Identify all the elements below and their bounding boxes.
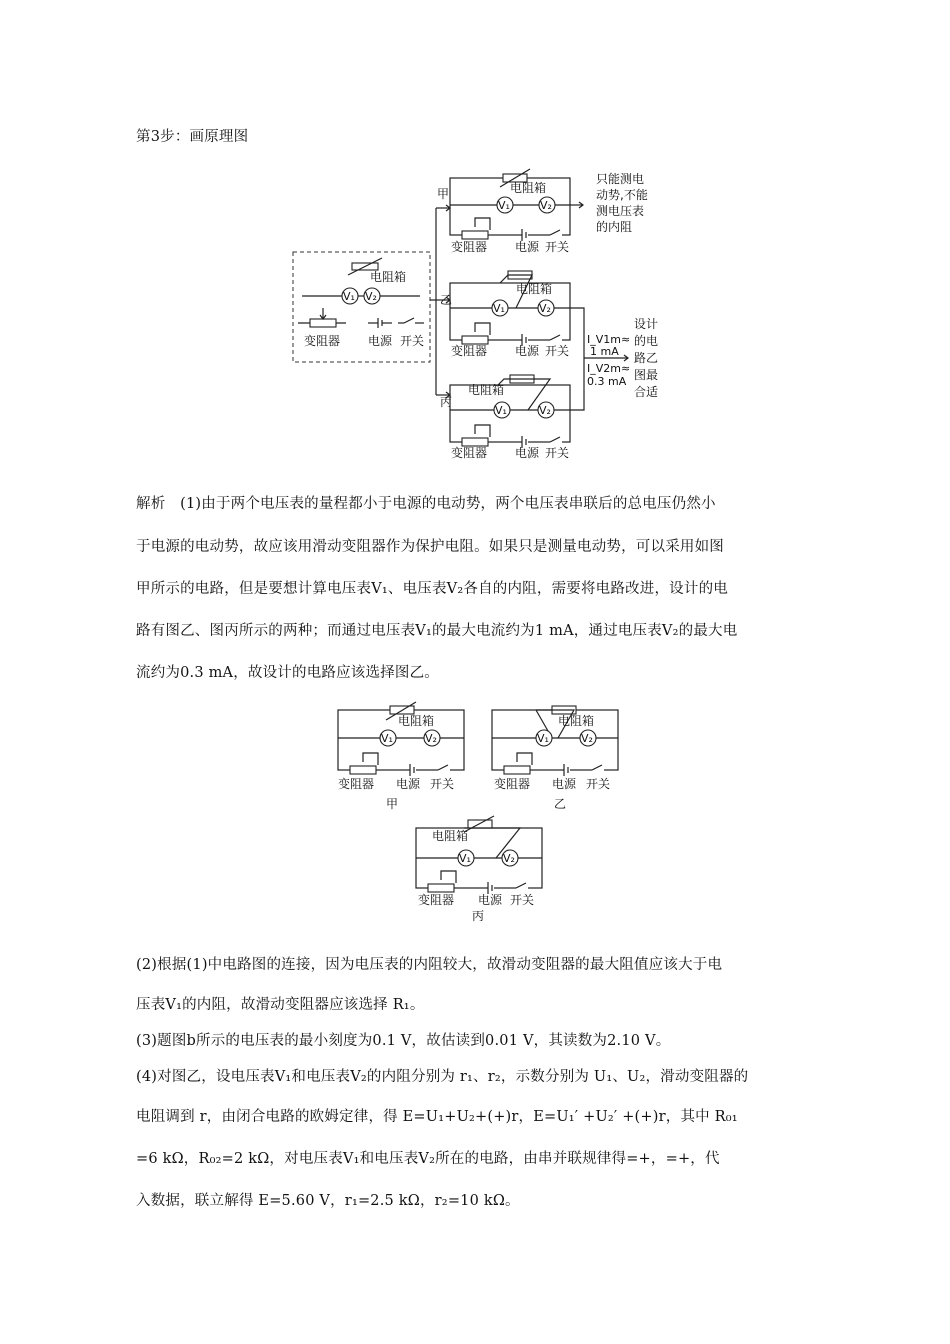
yi-rheostat-label: 变阻器 [451,344,488,358]
fig2-yi-v2-label: V₂ [581,732,593,745]
left-rheostat [310,319,336,327]
left-rheostat-label: 变阻器 [304,334,341,348]
fig2-jia-switch-label: 开关 [430,777,455,791]
fig2-caption-bing: 丙 [472,909,485,923]
jia-rheostat-label: 变阻器 [451,240,488,254]
fig2-bing-v1-label: V₁ [459,852,471,865]
branch-yi-label: 乙 [440,293,453,307]
fig2-jia-rheostat-label: 变阻器 [338,777,375,791]
fig2-jia-v1-label: V₁ [381,732,393,745]
jia-switch-label: 开关 [545,240,570,254]
part2-line-2: 压表V₁的内阻，故滑动变阻器应该选择 R₁。 [136,997,425,1013]
note-jia-line2: 动势,不能 [596,188,648,202]
yi-rbox-label: 电阻箱 [516,282,553,296]
fig2-circuit-bing [416,816,542,923]
note-jia-line3: 测电压表 [596,204,645,218]
analysis-line-5: 流约为0.3 mA，故设计的电路应该选择图乙。 [136,665,439,681]
fig2-yi-v1-label: V₁ [537,732,549,745]
fig2-bing-switch-label: 开关 [510,893,535,907]
bing-v1-label: V₁ [495,404,507,417]
jia-v1-label: V₁ [498,199,510,212]
bing-rheostat-label: 变阻器 [451,446,488,460]
fig2-caption-yi: 乙 [554,797,567,811]
fig2-jia-v2-label: V₂ [425,732,437,745]
fig2-jia-power-label: 电源 [396,777,421,791]
current-v2-value: 0.3 mA [587,375,627,388]
note-jia-line1: 只能测电 [596,172,645,186]
analysis-line-1: 解析 (1)由于两个电压表的量程都小于电源的电动势，两个电压表串联后的总电压仍然小 [136,496,716,512]
circuit-jia [450,169,570,254]
fig2-caption-jia: 甲 [386,797,399,811]
fig2-circuit-yi [492,706,618,811]
part4-line-2: 电阻调到 r，由闭合电路的欧姆定律，得 E=U₁+U₂+(+)r，E=U₁′ +U₂′ +(+)r，其中 R₀₁ [136,1109,738,1125]
jia-power-label: 电源 [515,240,540,254]
left-switch-label: 开关 [400,334,425,348]
circuit-bing [450,375,570,460]
note-yi-line2: 的电 [634,334,659,348]
circuit-design-diagram [290,165,670,465]
left-power-label: 电源 [368,334,393,348]
yi-power-label: 电源 [515,344,540,358]
part4-line-1: (4)对图乙，设电压表V₁和电压表V₂的内阻分别为 r₁、r₂，示数分别为 U₁、U₂，滑动变阻器的 [136,1069,749,1085]
current-v2-label: I_V2m≈ [587,362,631,375]
fig2-yi-switch-label: 开关 [586,777,611,791]
bing-power-label: 电源 [515,446,540,460]
note-yi-line5: 合适 [634,385,659,399]
part2-line-1: (2)根据(1)中电路图的连接，因为电压表的内阻较大，故滑动变阻器的最大阻值应该大于电 [136,957,723,973]
analysis-line-2: 于电源的电动势，故应该用滑动变阻器作为保护电阻。如果只是测量电动势，可以采用如图 [136,539,724,555]
left-v1-label: V₁ [343,290,355,303]
current-v1-value: 1 mA [590,345,619,358]
part3-line: (3)题图b所示的电压表的最小刻度为0.1 V，故估读到0.01 V，其读数为2.10 V。 [136,1033,671,1049]
fig2-yi-power-label: 电源 [552,777,577,791]
branch-jia-label: 甲 [437,187,450,201]
circuit-yi [450,271,570,358]
part4-line-3: =6 kΩ，R₀₂=2 kΩ，对电压表V₁和电压表V₂所在的电路，由串并联规律得=+，=+，代 [136,1151,720,1167]
fig2-yi-rheostat-label: 变阻器 [494,777,531,791]
yi-v2-label: V₂ [539,302,551,315]
part4-line-4: 入数据，联立解得 E=5.60 V，r₁=2.5 kΩ，r₂=10 kΩ。 [136,1193,520,1209]
fig2-bing-v2-label: V₂ [503,852,515,865]
bing-rbox-label: 电阻箱 [468,383,505,397]
fig2-bing-rheostat-label: 变阻器 [418,893,455,907]
note-yi-line1: 设计 [634,317,659,331]
jia-v2-label: V₂ [540,199,552,212]
circuit-comparison-figure [330,700,630,930]
jia-rbox-label: 电阻箱 [510,181,547,195]
step-heading: 第3步：画原理图 [136,129,249,145]
note-jia-line4: 的内阻 [596,220,633,234]
note-yi-line3: 路乙 [634,351,659,365]
fig2-circuit-jia [338,702,464,811]
note-yi-line4: 图最 [634,368,659,382]
yi-switch-label: 开关 [545,344,570,358]
left-v2-label: V₂ [365,290,377,303]
current-v1-label: I_V1m≈ [587,333,631,346]
fig2-jia-rbox-label: 电阻箱 [398,714,435,728]
bing-switch-label: 开关 [545,446,570,460]
branch-bing-label: 丙 [440,395,453,409]
fig2-bing-rbox-label: 电阻箱 [432,829,469,843]
fig2-bing-power-label: 电源 [478,893,503,907]
fig2-yi-rbox-label: 电阻箱 [558,714,595,728]
left-rbox-label: 电阻箱 [370,270,407,284]
bing-v2-label: V₂ [539,404,551,417]
analysis-line-3: 甲所示的电路，但是要想计算电压表V₁、电压表V₂各自的内阻，需要将电路改进，设计的电 [136,581,728,597]
yi-v1-label: V₁ [493,302,505,315]
analysis-line-4: 路有图乙、图丙所示的两种；而通过电压表V₁的最大电流约为1 mA，通过电压表V₂的最大电 [136,623,738,639]
